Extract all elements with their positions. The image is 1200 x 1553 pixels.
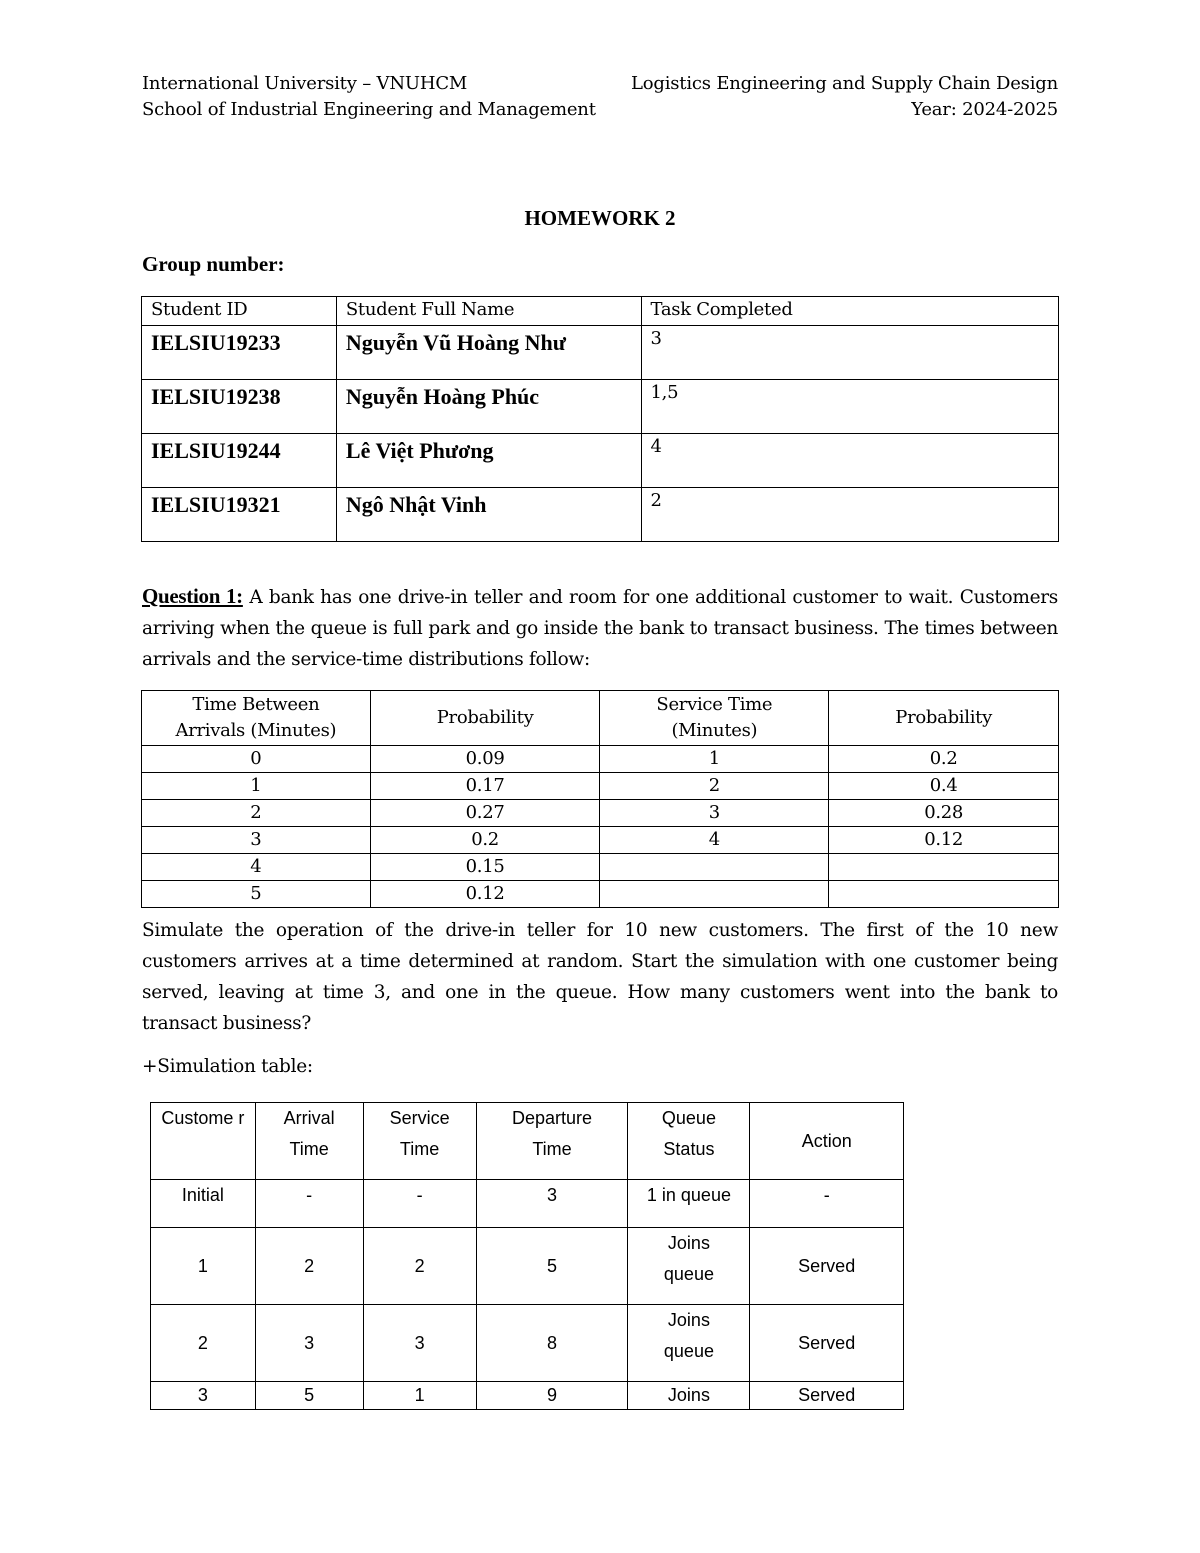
school-name: School of Industrial Engineering and Management bbox=[142, 99, 596, 120]
arrival-probability-value: 0.15 bbox=[370, 854, 600, 881]
service-time-value: 3 bbox=[363, 1305, 476, 1382]
table-row bbox=[142, 773, 1059, 800]
simulation-table-label: +Simulation table: bbox=[142, 1056, 313, 1077]
header-time-between-arrivals: Time Between Arrivals (Minutes) bbox=[142, 691, 371, 746]
queue-status-value: Joins queue bbox=[628, 1305, 750, 1382]
service-time-value bbox=[600, 854, 829, 881]
service-probability-value: 0.28 bbox=[829, 800, 1059, 827]
header-service-probability: Probability bbox=[829, 691, 1059, 746]
header-queue-status: Queue Status bbox=[628, 1103, 750, 1180]
course-name: Logistics Engineering and Supply Chain Design bbox=[631, 73, 1058, 94]
task-completed: 2 bbox=[641, 488, 1058, 542]
departure-time-value: 3 bbox=[476, 1180, 628, 1228]
table-row bbox=[142, 326, 1059, 380]
table-row bbox=[151, 1228, 904, 1305]
arrival-time-value: 3 bbox=[255, 1305, 363, 1382]
table-row bbox=[142, 380, 1059, 434]
simulation-header-row bbox=[151, 1103, 904, 1180]
action-value: - bbox=[750, 1180, 904, 1228]
table-row bbox=[142, 488, 1059, 542]
arrival-time-value: 4 bbox=[142, 854, 371, 881]
arrival-time-value: 2 bbox=[255, 1228, 363, 1305]
header-customer: Custome r bbox=[151, 1103, 256, 1180]
departure-time-value: 9 bbox=[476, 1382, 628, 1410]
arrival-time-value: 5 bbox=[255, 1382, 363, 1410]
service-time-value: 2 bbox=[600, 773, 829, 800]
question-1-body: A bank has one drive-in teller and room for one additional customer to wait. Customers arriving when the queue is full park and go inside the bank to transact business. The times between arrivals and the service-time distributions follow: bbox=[142, 587, 1058, 670]
arrival-probability-value: 0.17 bbox=[370, 773, 600, 800]
student-name: Nguyễn Hoàng Phúc bbox=[336, 380, 641, 434]
student-id: IELSIU19321 bbox=[142, 488, 337, 542]
service-probability-value: 0.12 bbox=[829, 827, 1059, 854]
header-arrival-probability: Probability bbox=[370, 691, 600, 746]
header-task-completed: Task Completed bbox=[641, 297, 1058, 326]
arrival-time-value: 3 bbox=[142, 827, 371, 854]
table-row bbox=[151, 1382, 904, 1410]
departure-time-value: 5 bbox=[476, 1228, 628, 1305]
table-row bbox=[142, 827, 1059, 854]
departure-time-value: 8 bbox=[476, 1305, 628, 1382]
student-name: Ngô Nhật Vinh bbox=[336, 488, 641, 542]
arrival-probability-value: 0.09 bbox=[370, 746, 600, 773]
members-table bbox=[141, 296, 1059, 542]
action-value: Served bbox=[750, 1228, 904, 1305]
header-right bbox=[631, 71, 1058, 123]
service-time-value: 1 bbox=[363, 1382, 476, 1410]
question-1-label: Question 1: bbox=[142, 584, 243, 608]
header-left bbox=[142, 71, 596, 123]
task-completed: 3 bbox=[641, 326, 1058, 380]
question-1-text bbox=[142, 581, 1058, 675]
header-departure-time: Departure Time bbox=[476, 1103, 628, 1180]
question-1-followup: Simulate the operation of the drive-in teller for 10 new customers. The first of the 10 new customers arrives at a time determined at random. Start the simulation with one customer being served, leaving at time 3, and one in the queue. How many customers went into the bank to transact business? bbox=[142, 920, 1058, 1034]
student-id: IELSIU19244 bbox=[142, 434, 337, 488]
group-number-label: Group number: bbox=[142, 252, 285, 276]
table-row bbox=[151, 1180, 904, 1228]
academic-year: Year: 2024-2025 bbox=[911, 99, 1058, 120]
queue-status-value: 1 in queue bbox=[628, 1180, 750, 1228]
distribution-header-row bbox=[142, 691, 1059, 746]
customer-value: 2 bbox=[151, 1305, 256, 1382]
distribution-table bbox=[141, 690, 1059, 908]
student-id: IELSIU19238 bbox=[142, 380, 337, 434]
service-probability-value bbox=[829, 854, 1059, 881]
student-name: Nguyễn Vũ Hoàng Như bbox=[336, 326, 641, 380]
task-completed: 1,5 bbox=[641, 380, 1058, 434]
service-probability-value: 0.4 bbox=[829, 773, 1059, 800]
header-arrival-time: Arrival Time bbox=[255, 1103, 363, 1180]
table-row bbox=[142, 881, 1059, 908]
header-student-id: Student ID bbox=[142, 297, 337, 326]
service-time-value: 2 bbox=[363, 1228, 476, 1305]
customer-value: Initial bbox=[151, 1180, 256, 1228]
arrival-time-value: 2 bbox=[142, 800, 371, 827]
queue-status-value: Joins queue bbox=[628, 1228, 750, 1305]
header-service-time: Service Time bbox=[363, 1103, 476, 1180]
arrival-time-value: - bbox=[255, 1180, 363, 1228]
table-row bbox=[142, 434, 1059, 488]
header-action: Action bbox=[750, 1103, 904, 1180]
service-time-value bbox=[600, 881, 829, 908]
arrival-probability-value: 0.12 bbox=[370, 881, 600, 908]
task-completed: 4 bbox=[641, 434, 1058, 488]
service-probability-value: 0.2 bbox=[829, 746, 1059, 773]
simulation-table bbox=[150, 1102, 904, 1410]
arrival-time-value: 5 bbox=[142, 881, 371, 908]
student-name: Lê Việt Phương bbox=[336, 434, 641, 488]
header-service-time: Service Time (Minutes) bbox=[600, 691, 829, 746]
table-row bbox=[142, 854, 1059, 881]
customer-value: 1 bbox=[151, 1228, 256, 1305]
table-row bbox=[151, 1305, 904, 1382]
service-time-value: 4 bbox=[600, 827, 829, 854]
action-value: Served bbox=[750, 1305, 904, 1382]
service-time-value: 1 bbox=[600, 746, 829, 773]
service-time-value: 3 bbox=[600, 800, 829, 827]
arrival-time-value: 1 bbox=[142, 773, 371, 800]
arrival-time-value: 0 bbox=[142, 746, 371, 773]
page-title: HOMEWORK 2 bbox=[524, 206, 676, 230]
arrival-probability-value: 0.27 bbox=[370, 800, 600, 827]
arrival-probability-value: 0.2 bbox=[370, 827, 600, 854]
action-value: Served bbox=[750, 1382, 904, 1410]
table-row bbox=[142, 746, 1059, 773]
members-header-row bbox=[142, 297, 1059, 326]
university-name: International University – VNUHCM bbox=[142, 73, 468, 94]
table-row bbox=[142, 800, 1059, 827]
customer-value: 3 bbox=[151, 1382, 256, 1410]
header-student-name: Student Full Name bbox=[336, 297, 641, 326]
service-time-value: - bbox=[363, 1180, 476, 1228]
student-id: IELSIU19233 bbox=[142, 326, 337, 380]
service-probability-value bbox=[829, 881, 1059, 908]
queue-status-value: Joins bbox=[628, 1382, 750, 1410]
